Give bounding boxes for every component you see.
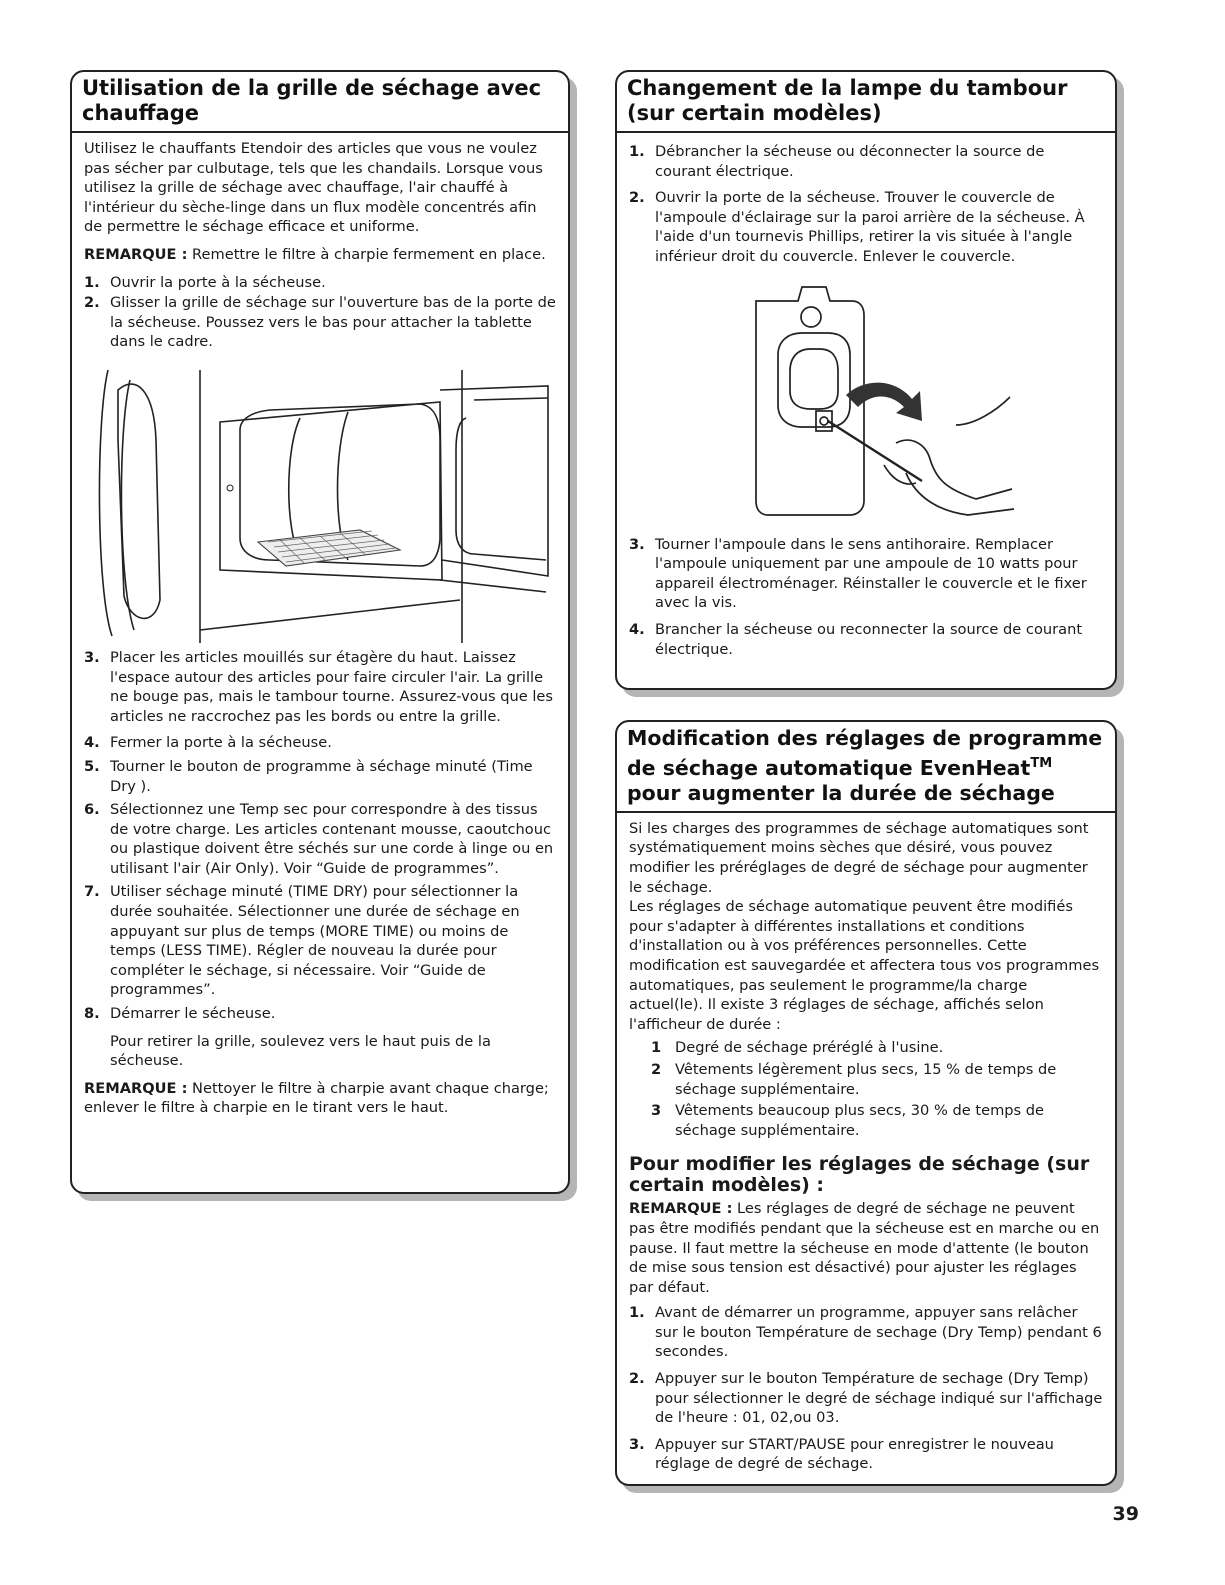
step-text: Appuyer sur START/PAUSE pour enregistrer le nouveau réglage de degré de séchage. — [655, 1435, 1054, 1473]
level-text: Vêtements légèrement plus secs, 15 % de temps de séchage supplémentaire. — [675, 1060, 1057, 1098]
dryer-rack-illustration — [90, 360, 550, 648]
evenheat-intro-1: Si les charges des programmes de séchage automatiques sont systématiquement moins sèches que désiré, vous pouvez modifier les préréglages de degré de séchage pour augmenter le séchage. — [629, 819, 1089, 896]
note-label: REMARQUE : — [84, 245, 188, 263]
step-item — [629, 1435, 1103, 1474]
drying-rack-intro: Utilisez le chauffants Etendoir des articles que vous ne voulez pas sécher par culbutage, tels que les chandails. Lorsque vous utilisez la grille de séchage avec chauffage, l'air chauffé à l'intérieur du sèche-linge dans un flux modèle concentrés afin de permettre le séchage efficace et uniforme. — [84, 140, 543, 236]
evenheat-section — [615, 720, 1117, 1486]
step-item — [84, 273, 556, 293]
step-item — [629, 1369, 1103, 1428]
step-text: Glisser la grille de séchage sur l'ouverture bas de la porte de la sécheuse. Poussez vers le bas pour attacher la tablette dans le cadre. — [110, 294, 556, 351]
step-text: Tourner le bouton de programme à séchage minuté (Time Dry ). — [110, 757, 533, 795]
step-text: Avant de démarrer un programme, appuyer sans relâcher sur le bouton Température de sechage (Dry Temp) pendant 6 secondes. — [655, 1304, 1102, 1361]
evenheat-title — [617, 722, 1115, 813]
step-item — [84, 1004, 556, 1024]
title-text: pour augmenter la durée de séchage — [627, 780, 1055, 805]
note-text: Les réglages de degré de séchage ne peuvent pas être modifiés pendant que la sécheuse est en marche ou en pause. Il faut mettre la sécheuse en mode d'attente (le bouton de mise sous tension est désactivé) pour ajuster les réglages par défaut. — [629, 1200, 1100, 1296]
level-text: Vêtements beaucoup plus secs, 30 % de temps de séchage supplémentaire. — [675, 1102, 1045, 1139]
step-number: 5. — [84, 757, 100, 775]
step-item — [84, 757, 556, 796]
drum-lamp-section — [615, 70, 1117, 690]
step-number: 2. — [84, 294, 100, 312]
note-text: Remettre le filtre à charpie fermement en place. — [187, 245, 546, 263]
drying-rack-section — [70, 70, 570, 1194]
note-label: REMARQUE : — [629, 1200, 733, 1218]
step-text: Démarrer le sécheuse. — [110, 1005, 276, 1023]
step-item — [629, 620, 1103, 659]
step-number: 1. — [629, 1304, 645, 1322]
level-item — [629, 1038, 1103, 1058]
step-item — [629, 1303, 1103, 1362]
evenheat-intro-2: Les réglages de séchage automatique peuvent être modifiés pour s'adapter à différentes installations et conditions d'installation ou à vos préférences personnelles. Cette modification est sauvegardée et affectera tous vos programmes automatiques, pas seulement le programme/la charge actuel(le). Il existe 3 réglages de séchage, affichés selon l'afficheur de durée : — [629, 898, 1100, 1033]
note-label: REMARQUE : — [84, 1079, 188, 1097]
title-text: Modification des réglages de programme de séchage automatique EvenHeat — [627, 726, 1103, 780]
step-number: 1. — [84, 273, 100, 291]
level-item — [629, 1060, 1103, 1099]
step-text: Placer les articles mouillés sur étagère du haut. Laissez l'espace autour des articles pour faire circuler l'air. La grille ne bouge pas, mais le tambour tourne. Assurez-vous que les articles ne raccrochez pas les bords ou entre la grille. — [110, 648, 553, 725]
rack-removal-text: Pour retirer la grille, soulevez vers le haut puis de la sécheuse. — [110, 1032, 491, 1070]
step-number: 4. — [629, 620, 645, 638]
step-number: 8. — [84, 1005, 100, 1023]
drying-rack-title: Utilisation de la grille de séchage avec chauffage — [72, 72, 568, 133]
page-number: 39 — [1112, 1503, 1139, 1525]
step-item — [629, 188, 1103, 266]
step-text: Ouvrir la porte à la sécheuse. — [110, 273, 326, 291]
step-text: Fermer la porte à la sécheuse. — [110, 734, 332, 752]
step-text: Débrancher la sécheuse ou déconnecter la source de courant électrique. — [655, 143, 1045, 180]
level-number: 2 — [651, 1060, 662, 1078]
level-number: 3 — [651, 1102, 662, 1120]
step-item — [84, 733, 556, 753]
trademark: TM — [1030, 756, 1053, 771]
step-number: 3. — [84, 648, 100, 666]
step-text: Ouvrir la porte de la sécheuse. Trouver le couvercle de l'ampoule d'éclairage sur la paroi arrière de la sécheuse. À l'aide d'un tournevis Phillips, retirer la vis située à l'angle inférieur droit du couvercle. Enlever le couvercle. — [655, 189, 1085, 265]
evenheat-subheading: Pour modifier les réglages de séchage (sur certain modèles) : — [629, 1153, 1090, 1197]
step-text: Utiliser séchage minuté (TIME DRY) pour sélectionner la durée souhaitée. Sélectionner une durée de séchage en appuyant sur plus de temps (MORE TIME) ou moins de temps (LESS TIME). Régler de nouveau la durée pour compléter le séchage, si nécessaire. Voir “Guide de programmes”. — [110, 883, 520, 999]
step-number: 6. — [84, 801, 100, 819]
step-text: Brancher la sécheuse ou reconnecter la source de courant électrique. — [655, 620, 1083, 658]
step-item — [84, 293, 556, 352]
step-number: 3. — [629, 535, 645, 553]
step-item — [629, 142, 1103, 181]
level-number: 1 — [651, 1039, 662, 1057]
step-number: 3. — [629, 1435, 645, 1453]
drying-rack-note — [84, 245, 556, 265]
step-number: 7. — [84, 883, 100, 901]
step-text: Appuyer sur le bouton Température de sechage (Dry Temp) pour sélectionner le degré de séchage indiqué sur l'affichage de l'heure : 01, 02,ou 03. — [655, 1370, 1103, 1427]
level-text: Degré de séchage préréglé à l'usine. — [675, 1039, 944, 1057]
step-number: 2. — [629, 189, 645, 207]
step-item — [84, 882, 556, 1000]
step-text: Sélectionnez une Temp sec pour correspondre à des tissus de votre charge. Les articles contenant mousse, caoutchouc ou plastique doivent être séchés sur une corde à linge ou en utilisant l'air (Air Only). Voir “Guide de programmes”. — [110, 801, 554, 877]
step-item — [629, 535, 1103, 613]
step-item — [84, 648, 556, 726]
drum-lamp-title: Changement de la lampe du tambour (sur certain modèles) — [617, 72, 1115, 133]
step-text: Tourner l'ampoule dans le sens antihoraire. Remplacer l'ampoule uniquement par une ampoule de 10 watts pour appareil électroménager. Réinstaller le couvercle et le fixer avec la vis. — [655, 535, 1087, 612]
drying-rack-note-2 — [84, 1079, 556, 1118]
level-item — [629, 1101, 1103, 1140]
lamp-cover-illustration — [716, 275, 1016, 529]
step-number: 4. — [84, 734, 100, 752]
note-text: Nettoyer le filtre à charpie avant chaque charge; enlever le filtre à charpie en le tirant vers le haut. — [84, 1079, 549, 1117]
evenheat-note — [629, 1199, 1103, 1297]
step-number: 2. — [629, 1370, 645, 1388]
step-number: 1. — [629, 143, 645, 160]
step-item — [84, 800, 556, 878]
